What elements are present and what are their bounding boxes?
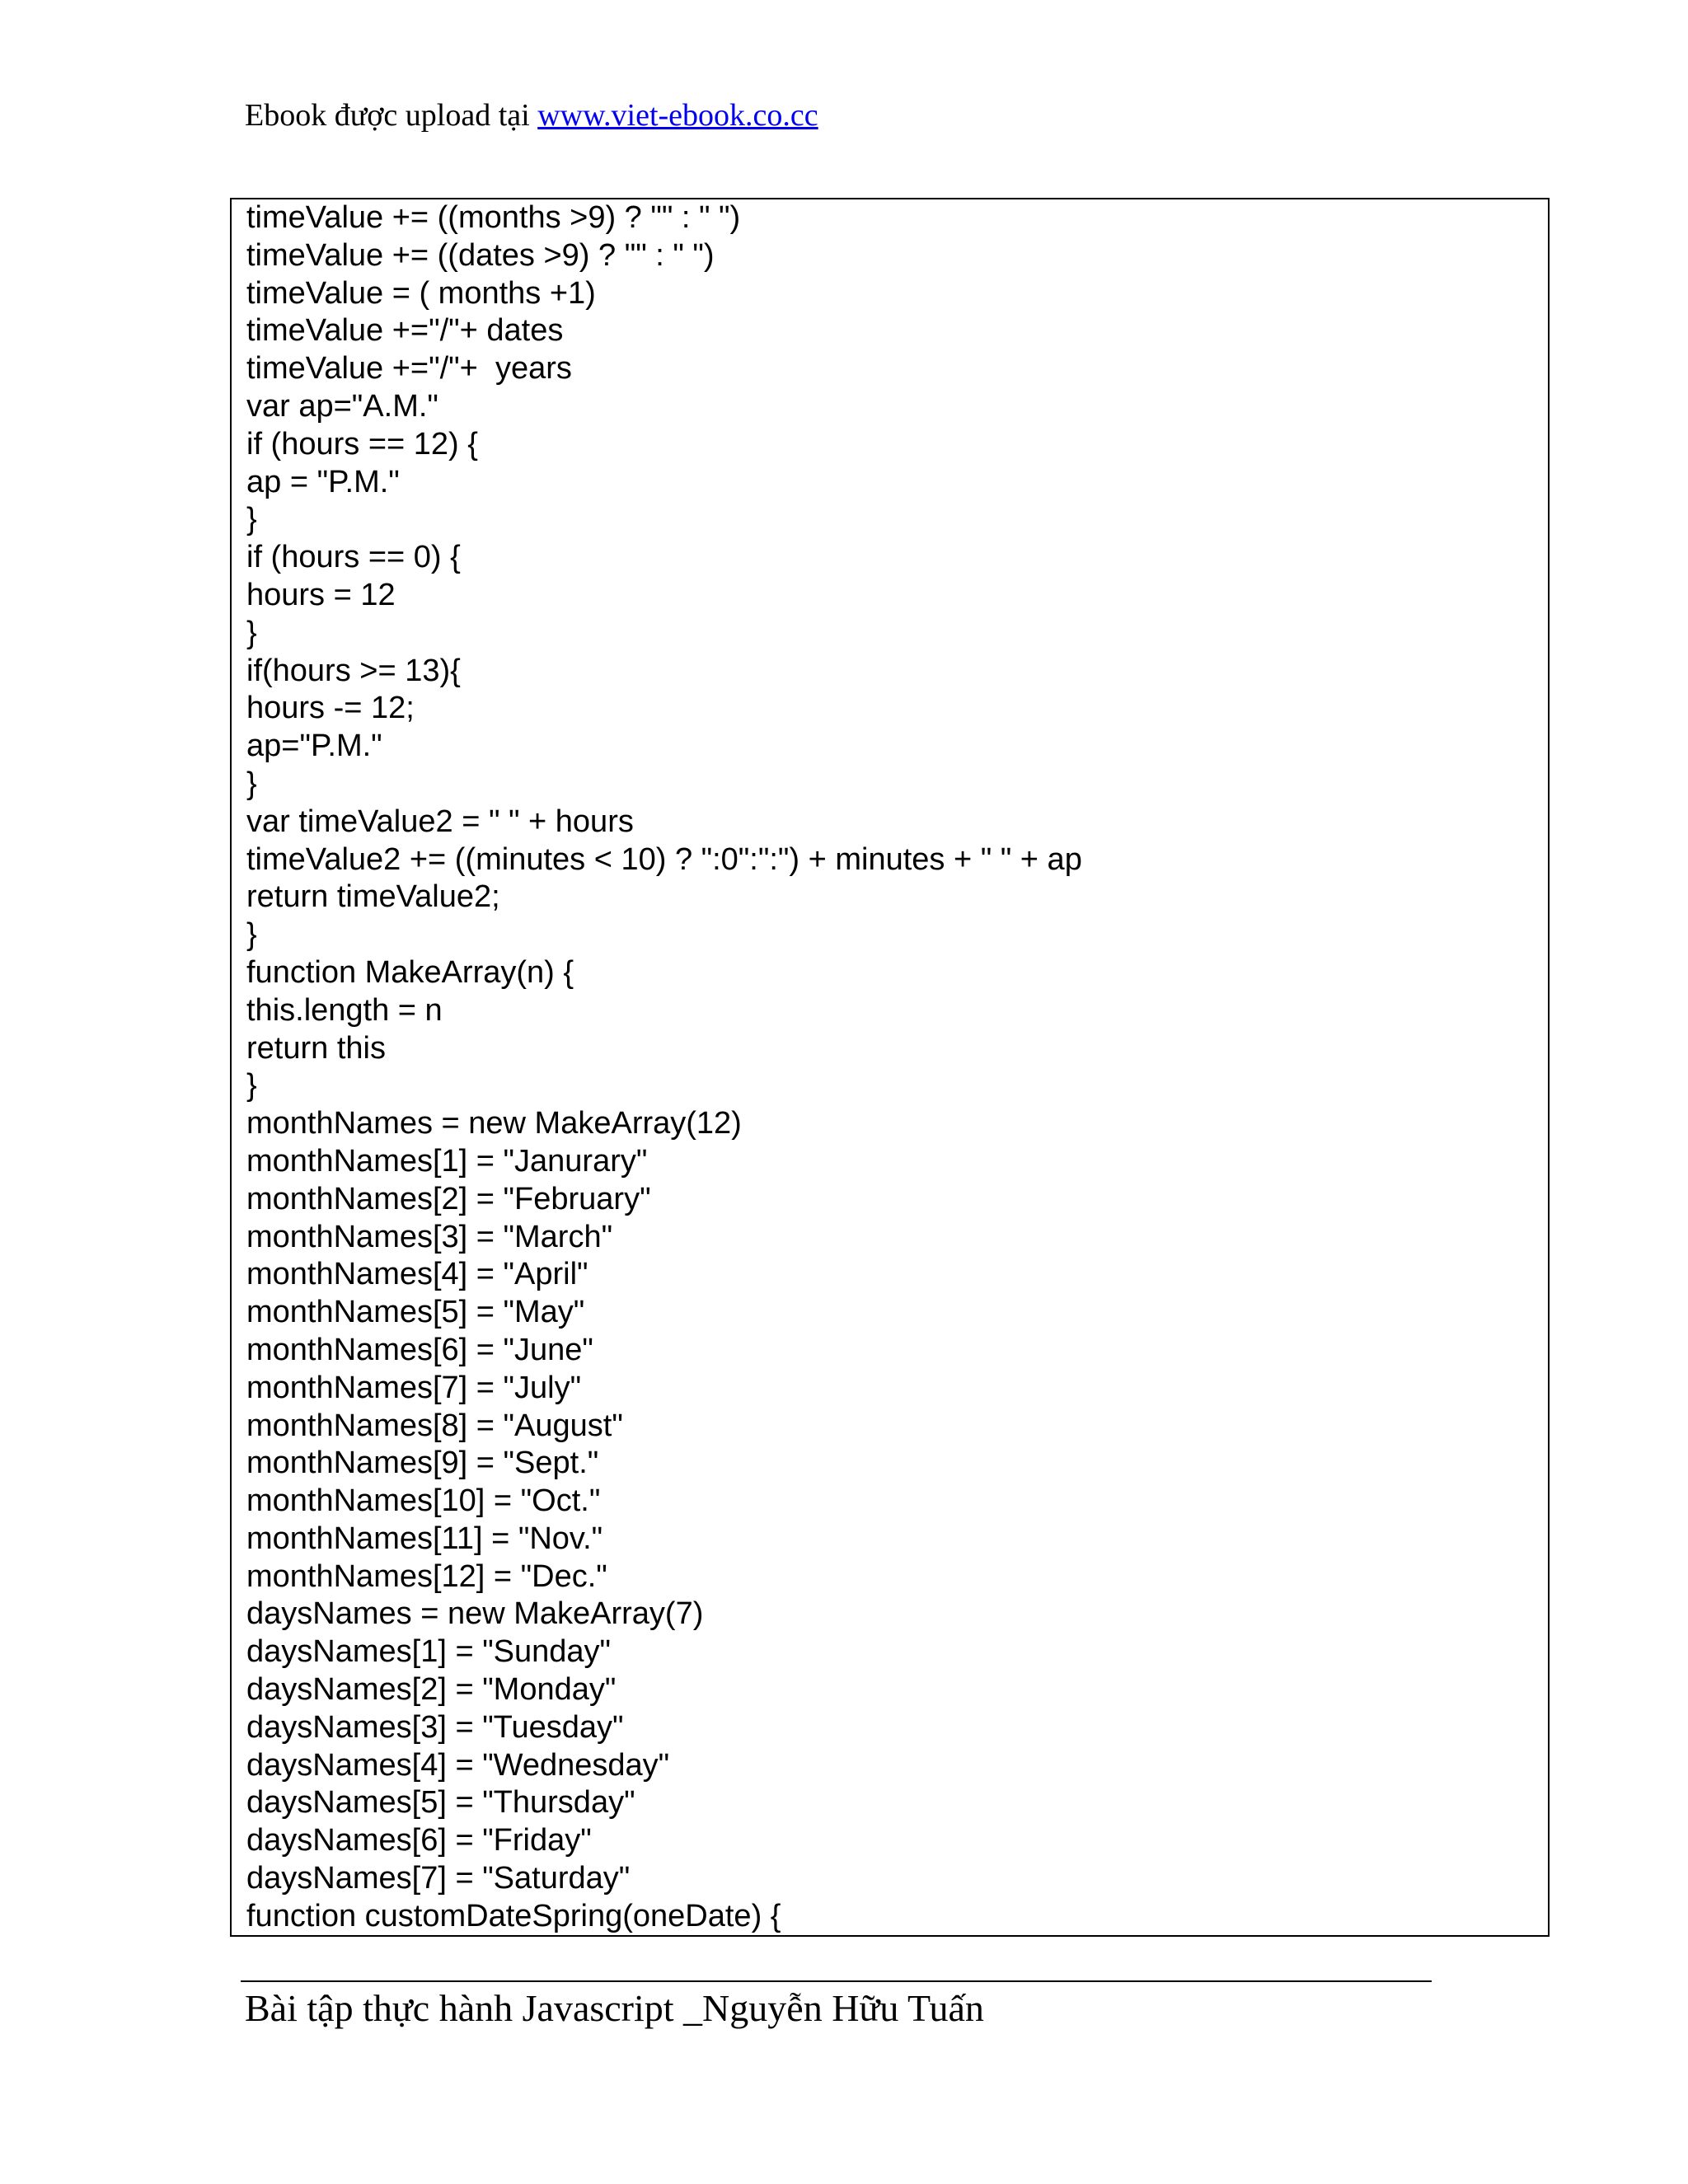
code-line: daysNames = new MakeArray(7) xyxy=(246,1596,704,1632)
code-line: monthNames[8] = "August" xyxy=(246,1408,623,1443)
code-line: } xyxy=(246,502,257,537)
code-line: function customDateSpring(oneDate) { xyxy=(246,1898,781,1933)
code-line: monthNames[2] = "February" xyxy=(246,1181,651,1216)
code-line: daysNames[1] = "Sunday" xyxy=(246,1634,612,1670)
code-line: monthNames[6] = "June" xyxy=(246,1332,593,1367)
code-line: } xyxy=(246,917,257,953)
code-line: function MakeArray(n) { xyxy=(246,954,574,990)
code-line: daysNames[3] = "Tuesday" xyxy=(246,1709,624,1745)
code-line: if (hours == 12) { xyxy=(246,426,478,462)
code-lines xyxy=(246,199,1082,1936)
code-line: timeValue += ((months >9) ? "" : " ") xyxy=(246,200,741,235)
code-line: this.length = n xyxy=(246,992,443,1028)
code-line: monthNames[9] = "Sept." xyxy=(246,1446,599,1481)
code-line: daysNames[2] = "Monday" xyxy=(246,1672,617,1708)
code-line: hours = 12 xyxy=(246,577,396,612)
code-box xyxy=(230,198,1550,1937)
code-line: timeValue2 += ((minutes < 10) ? ":0":":") + minutes + " " + ap xyxy=(246,841,1082,877)
code-line: daysNames[6] = "Friday" xyxy=(246,1823,592,1858)
code-line: daysNames[5] = "Thursday" xyxy=(246,1785,635,1821)
code-line: } xyxy=(246,615,257,650)
code-line: daysNames[7] = "Saturday" xyxy=(246,1861,631,1896)
footer-rule xyxy=(241,1980,1432,1982)
code-line: monthNames = new MakeArray(12) xyxy=(246,1106,742,1141)
code-line: daysNames[4] = "Wednesday" xyxy=(246,1747,670,1783)
code-line: ap = "P.M." xyxy=(246,464,400,499)
header-prefix: Ebook được upload tại xyxy=(245,98,538,133)
code-line: monthNames[10] = "Oct." xyxy=(246,1483,601,1519)
code-line: monthNames[12] = "Dec." xyxy=(246,1558,607,1594)
page-footer: Bài tập thực hành Javascript _Nguyễn Hữu Tuấn xyxy=(245,1987,984,2029)
code-line: if(hours >= 13){ xyxy=(246,653,461,688)
code-line: monthNames[1] = "Janurary" xyxy=(246,1143,648,1179)
code-line: monthNames[7] = "July" xyxy=(246,1370,582,1405)
code-line: return timeValue2; xyxy=(246,879,500,915)
code-line: ap="P.M." xyxy=(246,729,382,764)
code-line: var ap="A.M." xyxy=(246,388,438,424)
page-header xyxy=(245,97,818,134)
code-line: hours -= 12; xyxy=(246,691,415,726)
code-line: monthNames[3] = "March" xyxy=(246,1219,613,1254)
code-line: monthNames[11] = "Nov." xyxy=(246,1521,603,1556)
code-line: if (hours == 0) { xyxy=(246,540,461,575)
code-line: monthNames[4] = "April" xyxy=(246,1257,588,1292)
code-line: } xyxy=(246,766,257,801)
code-line: } xyxy=(246,1068,257,1104)
code-line: timeValue += ((dates >9) ? "" : " ") xyxy=(246,237,715,273)
header-link[interactable]: www.viet-ebook.co.cc xyxy=(537,98,818,133)
code-line: timeValue +="/"+ dates xyxy=(246,313,564,349)
code-line: var timeValue2 = " " + hours xyxy=(246,804,634,839)
code-line: timeValue = ( months +1) xyxy=(246,275,596,311)
code-line: monthNames[5] = "May" xyxy=(246,1295,585,1330)
code-line: timeValue +="/"+ years xyxy=(246,351,572,387)
code-line: return this xyxy=(246,1030,386,1066)
